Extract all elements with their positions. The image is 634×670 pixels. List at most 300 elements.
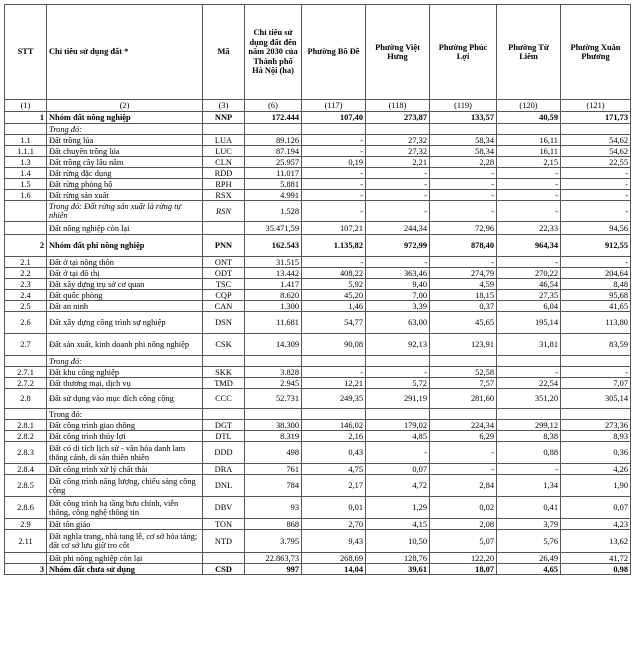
- city-value-cell: 14.309: [245, 334, 302, 356]
- index-cell: (121): [561, 100, 631, 112]
- stt-cell: 2.5: [5, 301, 47, 312]
- city-value-cell: [245, 356, 302, 367]
- city-value-cell: 31.515: [245, 257, 302, 268]
- city-value-cell: 3.795: [245, 530, 302, 553]
- viet-hung-value-cell: 2,21: [366, 157, 430, 168]
- city-value-cell: 2.945: [245, 378, 302, 389]
- name-cell: Đất nghĩa trang, nhà tang lễ, cơ sở hỏa táng; đất cơ sở lưu giữ tro cốt: [47, 530, 203, 553]
- name-cell: Đất chuyên trồng lúa: [47, 146, 203, 157]
- stt-cell: 2.9: [5, 519, 47, 530]
- city-value-cell: 498: [245, 442, 302, 464]
- bo-de-value-cell: -: [302, 367, 366, 378]
- stt-cell: 2.8.6: [5, 497, 47, 519]
- xuan-phuong-value-cell: -: [561, 168, 631, 179]
- code-cell: [203, 356, 245, 367]
- tu-liem-value-cell: 16,11: [497, 146, 561, 157]
- tu-liem-value-cell: 299,12: [497, 420, 561, 431]
- bo-de-value-cell: 107,40: [302, 112, 366, 124]
- city-value-cell: 172.444: [245, 112, 302, 124]
- code-cell: [203, 553, 245, 564]
- code-cell: DSN: [203, 312, 245, 334]
- bo-de-value-cell: 0,19: [302, 157, 366, 168]
- stt-cell: [5, 201, 47, 222]
- tu-liem-value-cell: 964,34: [497, 235, 561, 257]
- viet-hung-value-cell: 128,76: [366, 553, 430, 564]
- tu-liem-value-cell: -: [497, 367, 561, 378]
- xuan-phuong-value-cell: 113,80: [561, 312, 631, 334]
- bo-de-value-cell: 2,70: [302, 519, 366, 530]
- phuc-loi-value-cell: [430, 409, 497, 420]
- code-cell: TON: [203, 519, 245, 530]
- name-cell: Đất thương mại, dịch vụ: [47, 378, 203, 389]
- viet-hung-value-cell: 291,19: [366, 389, 430, 409]
- viet-hung-value-cell: -: [366, 168, 430, 179]
- table-row: [5, 312, 631, 334]
- index-cell: (3): [203, 100, 245, 112]
- table-row: [5, 179, 631, 190]
- city-value-cell: [245, 409, 302, 420]
- city-value-cell: 3.828: [245, 367, 302, 378]
- stt-cell: 2.7.2: [5, 378, 47, 389]
- stt-cell: 1: [5, 112, 47, 124]
- viet-hung-value-cell: -: [366, 179, 430, 190]
- table-row: [5, 257, 631, 268]
- table-row: [5, 564, 631, 575]
- xuan-phuong-value-cell: 41,72: [561, 553, 631, 564]
- bo-de-value-cell: -: [302, 201, 366, 222]
- code-cell: TMD: [203, 378, 245, 389]
- city-value-cell: 22.863,73: [245, 553, 302, 564]
- name-cell: Đất ở tại đô thị: [47, 268, 203, 279]
- stt-cell: 2.2: [5, 268, 47, 279]
- xuan-phuong-value-cell: 54,62: [561, 146, 631, 157]
- table-row: [5, 146, 631, 157]
- city-value-cell: 868: [245, 519, 302, 530]
- header-tu-liem: Phường Từ Liêm: [497, 5, 561, 100]
- name-cell: Đất sản xuất, kinh doanh phi nông nghiệp: [47, 334, 203, 356]
- bo-de-value-cell: [302, 356, 366, 367]
- table-row: [5, 497, 631, 519]
- xuan-phuong-value-cell: [561, 124, 631, 135]
- table-row: [5, 356, 631, 367]
- table-row: [5, 409, 631, 420]
- table-row: [5, 124, 631, 135]
- stt-cell: [5, 124, 47, 135]
- tu-liem-value-cell: 16,11: [497, 135, 561, 146]
- code-cell: ONT: [203, 257, 245, 268]
- code-cell: ODT: [203, 268, 245, 279]
- header-phuc-loi: Phường Phúc Lợi: [430, 5, 497, 100]
- name-cell: Đất ở tại nông thôn: [47, 257, 203, 268]
- viet-hung-value-cell: 92,13: [366, 334, 430, 356]
- index-cell: (117): [302, 100, 366, 112]
- stt-cell: 1.5: [5, 179, 47, 190]
- stt-cell: 2.8.1: [5, 420, 47, 431]
- phuc-loi-value-cell: 2,28: [430, 157, 497, 168]
- xuan-phuong-value-cell: 13,62: [561, 530, 631, 553]
- bo-de-value-cell: 4,75: [302, 464, 366, 475]
- stt-cell: [5, 409, 47, 420]
- code-cell: NTD: [203, 530, 245, 553]
- city-value-cell: 4.991: [245, 190, 302, 201]
- phuc-loi-value-cell: 878,40: [430, 235, 497, 257]
- code-cell: CAN: [203, 301, 245, 312]
- viet-hung-value-cell: -: [366, 442, 430, 464]
- stt-cell: 2.8.5: [5, 475, 47, 497]
- name-cell: Đất rừng đặc dụng: [47, 168, 203, 179]
- header-row: [5, 5, 631, 100]
- name-cell: Đất phi nông nghiệp còn lại: [47, 553, 203, 564]
- tu-liem-value-cell: 27,35: [497, 290, 561, 301]
- city-value-cell: 11.017: [245, 168, 302, 179]
- tu-liem-value-cell: -: [497, 257, 561, 268]
- bo-de-value-cell: 1.135,82: [302, 235, 366, 257]
- xuan-phuong-value-cell: -: [561, 179, 631, 190]
- city-value-cell: 52.731: [245, 389, 302, 409]
- code-cell: RPH: [203, 179, 245, 190]
- phuc-loi-value-cell: 0,02: [430, 497, 497, 519]
- viet-hung-value-cell: 972,99: [366, 235, 430, 257]
- viet-hung-value-cell: 39,61: [366, 564, 430, 575]
- phuc-loi-value-cell: 58,34: [430, 146, 497, 157]
- tu-liem-value-cell: 31,81: [497, 334, 561, 356]
- name-cell: Trong đó:: [47, 124, 203, 135]
- name-cell: Đất tôn giáo: [47, 519, 203, 530]
- phuc-loi-value-cell: 123,91: [430, 334, 497, 356]
- phuc-loi-value-cell: -: [430, 464, 497, 475]
- bo-de-value-cell: 268,69: [302, 553, 366, 564]
- tu-liem-value-cell: 46,54: [497, 279, 561, 290]
- header-thanh-pho: Chỉ tiêu sử dụng đất đến năm 2030 của Thành phố Hà Nội (ha): [245, 5, 302, 100]
- phuc-loi-value-cell: -: [430, 179, 497, 190]
- name-cell: Trong đó: Đất rừng sản xuất là rừng tự nhiên: [47, 201, 203, 222]
- table-row: [5, 157, 631, 168]
- tu-liem-value-cell: 195,14: [497, 312, 561, 334]
- bo-de-value-cell: [302, 124, 366, 135]
- tu-liem-value-cell: 2,15: [497, 157, 561, 168]
- xuan-phuong-value-cell: 41,65: [561, 301, 631, 312]
- code-cell: DNL: [203, 475, 245, 497]
- bo-de-value-cell: 0,01: [302, 497, 366, 519]
- xuan-phuong-value-cell: [561, 409, 631, 420]
- table-row: [5, 367, 631, 378]
- tu-liem-value-cell: -: [497, 168, 561, 179]
- phuc-loi-value-cell: 274,79: [430, 268, 497, 279]
- table-row: [5, 519, 631, 530]
- table-body: [5, 100, 631, 575]
- viet-hung-value-cell: 27,32: [366, 146, 430, 157]
- phuc-loi-value-cell: 133,57: [430, 112, 497, 124]
- tu-liem-value-cell: 5,76: [497, 530, 561, 553]
- xuan-phuong-value-cell: -: [561, 367, 631, 378]
- table-row: [5, 389, 631, 409]
- viet-hung-value-cell: 3,39: [366, 301, 430, 312]
- viet-hung-value-cell: 9,40: [366, 279, 430, 290]
- bo-de-value-cell: 249,35: [302, 389, 366, 409]
- city-value-cell: 1.417: [245, 279, 302, 290]
- name-cell: Nhóm đất chưa sử dụng: [47, 564, 203, 575]
- xuan-phuong-value-cell: -: [561, 201, 631, 222]
- phuc-loi-value-cell: 18,15: [430, 290, 497, 301]
- city-value-cell: 25.957: [245, 157, 302, 168]
- tu-liem-value-cell: [497, 124, 561, 135]
- code-cell: RSX: [203, 190, 245, 201]
- city-value-cell: 8.319: [245, 431, 302, 442]
- xuan-phuong-value-cell: 0,98: [561, 564, 631, 575]
- xuan-phuong-value-cell: 0,36: [561, 442, 631, 464]
- viet-hung-value-cell: 363,46: [366, 268, 430, 279]
- stt-cell: [5, 222, 47, 235]
- name-cell: Nhóm đất phi nông nghiệp: [47, 235, 203, 257]
- index-cell: (1): [5, 100, 47, 112]
- bo-de-value-cell: 408,22: [302, 268, 366, 279]
- city-value-cell: 997: [245, 564, 302, 575]
- table-row: [5, 112, 631, 124]
- bo-de-value-cell: -: [302, 168, 366, 179]
- xuan-phuong-value-cell: 0,07: [561, 497, 631, 519]
- name-cell: Đất an ninh: [47, 301, 203, 312]
- table-row: [5, 190, 631, 201]
- index-cell: (120): [497, 100, 561, 112]
- viet-hung-value-cell: 10,50: [366, 530, 430, 553]
- code-cell: TSC: [203, 279, 245, 290]
- phuc-loi-value-cell: -: [430, 442, 497, 464]
- viet-hung-value-cell: -: [366, 201, 430, 222]
- table-row: [5, 222, 631, 235]
- phuc-loi-value-cell: -: [430, 168, 497, 179]
- bo-de-value-cell: 0,43: [302, 442, 366, 464]
- table-row: [5, 420, 631, 431]
- viet-hung-value-cell: [366, 409, 430, 420]
- tu-liem-value-cell: 3,79: [497, 519, 561, 530]
- name-cell: Đất rừng phòng hộ: [47, 179, 203, 190]
- xuan-phuong-value-cell: 1,90: [561, 475, 631, 497]
- table-row: [5, 530, 631, 553]
- table-row: [5, 378, 631, 389]
- code-cell: LUC: [203, 146, 245, 157]
- xuan-phuong-value-cell: 8,48: [561, 279, 631, 290]
- code-cell: DRA: [203, 464, 245, 475]
- bo-de-value-cell: 54,77: [302, 312, 366, 334]
- xuan-phuong-value-cell: 273,36: [561, 420, 631, 431]
- phuc-loi-value-cell: -: [430, 201, 497, 222]
- xuan-phuong-value-cell: 4,23: [561, 519, 631, 530]
- viet-hung-value-cell: -: [366, 257, 430, 268]
- bo-de-value-cell: 45,20: [302, 290, 366, 301]
- stt-cell: 1.6: [5, 190, 47, 201]
- name-cell: Đất công trình giao thông: [47, 420, 203, 431]
- stt-cell: 2.8.4: [5, 464, 47, 475]
- viet-hung-value-cell: -: [366, 190, 430, 201]
- table-row: [5, 135, 631, 146]
- table-row: [5, 442, 631, 464]
- code-cell: DDD: [203, 442, 245, 464]
- city-value-cell: 8.620: [245, 290, 302, 301]
- xuan-phuong-value-cell: 171,73: [561, 112, 631, 124]
- name-cell: Đất khu công nghiệp: [47, 367, 203, 378]
- stt-cell: [5, 356, 47, 367]
- city-value-cell: 1.300: [245, 301, 302, 312]
- name-cell: Đất rừng sản xuất: [47, 190, 203, 201]
- phuc-loi-value-cell: -: [430, 257, 497, 268]
- bo-de-value-cell: -: [302, 190, 366, 201]
- index-cell: (119): [430, 100, 497, 112]
- name-cell: Trong đó:: [47, 356, 203, 367]
- phuc-loi-value-cell: [430, 124, 497, 135]
- city-value-cell: 162.543: [245, 235, 302, 257]
- header-chi-tieu: Chỉ tiêu sử dụng đất *: [47, 5, 203, 100]
- bo-de-value-cell: 2,17: [302, 475, 366, 497]
- tu-liem-value-cell: 0,88: [497, 442, 561, 464]
- viet-hung-value-cell: 63,00: [366, 312, 430, 334]
- bo-de-value-cell: [302, 409, 366, 420]
- index-cell: (6): [245, 100, 302, 112]
- city-value-cell: 87.194: [245, 146, 302, 157]
- stt-cell: 2.3: [5, 279, 47, 290]
- code-cell: NNP: [203, 112, 245, 124]
- bo-de-value-cell: 90,08: [302, 334, 366, 356]
- tu-liem-value-cell: 8,38: [497, 431, 561, 442]
- bo-de-value-cell: -: [302, 257, 366, 268]
- phuc-loi-value-cell: 72,96: [430, 222, 497, 235]
- viet-hung-value-cell: 244,34: [366, 222, 430, 235]
- viet-hung-value-cell: 5,72: [366, 378, 430, 389]
- phuc-loi-value-cell: [430, 356, 497, 367]
- tu-liem-value-cell: 270,22: [497, 268, 561, 279]
- tu-liem-value-cell: 22,54: [497, 378, 561, 389]
- stt-cell: 2.6: [5, 312, 47, 334]
- name-cell: Đất trồng cây lâu năm: [47, 157, 203, 168]
- xuan-phuong-value-cell: -: [561, 257, 631, 268]
- stt-cell: 1.1: [5, 135, 47, 146]
- name-cell: Đất công trình thủy lợi: [47, 431, 203, 442]
- stt-cell: 2.8.3: [5, 442, 47, 464]
- table-row: [5, 268, 631, 279]
- bo-de-value-cell: 14,04: [302, 564, 366, 575]
- tu-liem-value-cell: 26,49: [497, 553, 561, 564]
- city-value-cell: 5.881: [245, 179, 302, 190]
- tu-liem-value-cell: 22,33: [497, 222, 561, 235]
- city-value-cell: 93: [245, 497, 302, 519]
- viet-hung-value-cell: 4,85: [366, 431, 430, 442]
- table-row: [5, 168, 631, 179]
- code-cell: LUA: [203, 135, 245, 146]
- tu-liem-value-cell: 0,41: [497, 497, 561, 519]
- name-cell: Đất có di tích lịch sử - văn hóa danh lam thắng cảnh, di sản thiên nhiên: [47, 442, 203, 464]
- stt-cell: 3: [5, 564, 47, 575]
- viet-hung-value-cell: 4,72: [366, 475, 430, 497]
- city-value-cell: 35.471,59: [245, 222, 302, 235]
- header-bo-de: Phường Bồ Đề: [302, 5, 366, 100]
- city-value-cell: 784: [245, 475, 302, 497]
- bo-de-value-cell: -: [302, 179, 366, 190]
- tu-liem-value-cell: 4,65: [497, 564, 561, 575]
- land-use-table: [4, 4, 631, 575]
- table-row: [5, 431, 631, 442]
- stt-cell: 2.8.2: [5, 431, 47, 442]
- xuan-phuong-value-cell: 8,93: [561, 431, 631, 442]
- code-cell: CQP: [203, 290, 245, 301]
- header-xuan-phuong: Phường Xuân Phương: [561, 5, 631, 100]
- xuan-phuong-value-cell: [561, 356, 631, 367]
- stt-cell: 1.4: [5, 168, 47, 179]
- stt-cell: 2.7.1: [5, 367, 47, 378]
- viet-hung-value-cell: [366, 124, 430, 135]
- bo-de-value-cell: 5,92: [302, 279, 366, 290]
- table-row: [5, 475, 631, 497]
- xuan-phuong-value-cell: 4,26: [561, 464, 631, 475]
- code-cell: CCC: [203, 389, 245, 409]
- phuc-loi-value-cell: 5,07: [430, 530, 497, 553]
- phuc-loi-value-cell: 281,60: [430, 389, 497, 409]
- viet-hung-value-cell: 7,00: [366, 290, 430, 301]
- xuan-phuong-value-cell: 204,64: [561, 268, 631, 279]
- bo-de-value-cell: 107,21: [302, 222, 366, 235]
- name-cell: Trong đó:: [47, 409, 203, 420]
- viet-hung-value-cell: [366, 356, 430, 367]
- city-value-cell: 89.126: [245, 135, 302, 146]
- name-cell: Đất nông nghiệp còn lại: [47, 222, 203, 235]
- phuc-loi-value-cell: 52,58: [430, 367, 497, 378]
- code-cell: DGT: [203, 420, 245, 431]
- header-viet-hung: Phường Việt Hưng: [366, 5, 430, 100]
- tu-liem-value-cell: -: [497, 190, 561, 201]
- header-stt: STT: [5, 5, 47, 100]
- code-cell: RDD: [203, 168, 245, 179]
- viet-hung-value-cell: 179,02: [366, 420, 430, 431]
- city-value-cell: [245, 124, 302, 135]
- table-row: [5, 334, 631, 356]
- tu-liem-value-cell: [497, 356, 561, 367]
- viet-hung-value-cell: 0,07: [366, 464, 430, 475]
- code-cell: PNN: [203, 235, 245, 257]
- stt-cell: 2.7: [5, 334, 47, 356]
- table-row: [5, 301, 631, 312]
- code-cell: [203, 124, 245, 135]
- viet-hung-value-cell: 273,87: [366, 112, 430, 124]
- xuan-phuong-value-cell: 22,55: [561, 157, 631, 168]
- name-cell: Đất quốc phòng: [47, 290, 203, 301]
- code-cell: SKK: [203, 367, 245, 378]
- stt-cell: 1.1.1: [5, 146, 47, 157]
- name-cell: Đất sử dụng vào mục đích công cộng: [47, 389, 203, 409]
- tu-liem-value-cell: 1,34: [497, 475, 561, 497]
- city-value-cell: 1.528: [245, 201, 302, 222]
- tu-liem-value-cell: -: [497, 201, 561, 222]
- bo-de-value-cell: 12,21: [302, 378, 366, 389]
- code-cell: DTL: [203, 431, 245, 442]
- bo-de-value-cell: 9,43: [302, 530, 366, 553]
- tu-liem-value-cell: 40,59: [497, 112, 561, 124]
- code-cell: CSK: [203, 334, 245, 356]
- city-value-cell: 38.300: [245, 420, 302, 431]
- index-cell: (2): [47, 100, 203, 112]
- phuc-loi-value-cell: 224,34: [430, 420, 497, 431]
- tu-liem-value-cell: [497, 409, 561, 420]
- phuc-loi-value-cell: 0,37: [430, 301, 497, 312]
- code-cell: [203, 222, 245, 235]
- xuan-phuong-value-cell: 94,56: [561, 222, 631, 235]
- bo-de-value-cell: 2,16: [302, 431, 366, 442]
- table-row: [5, 553, 631, 564]
- viet-hung-value-cell: 27,32: [366, 135, 430, 146]
- code-cell: CSD: [203, 564, 245, 575]
- phuc-loi-value-cell: 7,57: [430, 378, 497, 389]
- header-ma: Mã: [203, 5, 245, 100]
- phuc-loi-value-cell: 4,59: [430, 279, 497, 290]
- tu-liem-value-cell: 351,20: [497, 389, 561, 409]
- name-cell: Đất xây dựng trụ sở cơ quan: [47, 279, 203, 290]
